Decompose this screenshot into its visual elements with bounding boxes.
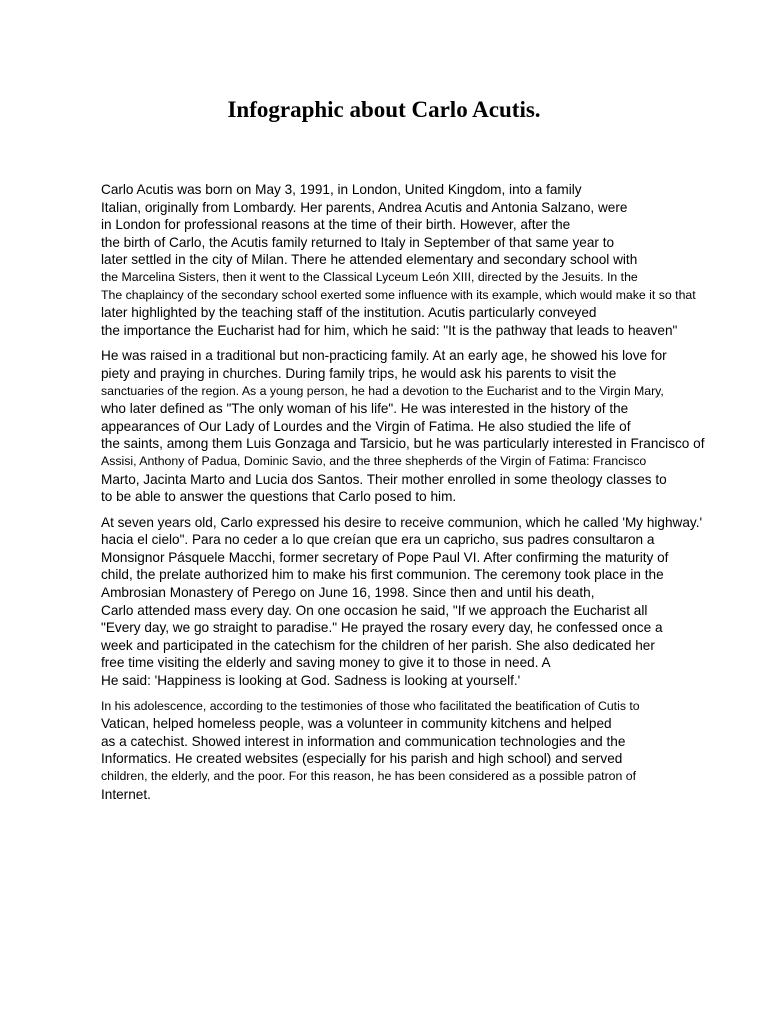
paragraph bbox=[101, 698, 751, 804]
text-line: Italian, originally from Lombardy. Her parents, Andrea Acutis and Antonia Salzano, were bbox=[101, 199, 628, 215]
text-line: hacia el cielo". Para no ceder a lo que creían que era un capricho, sus padres consultaron a bbox=[101, 532, 655, 548]
paragraph bbox=[101, 347, 751, 505]
text-line: as a catechist. Showed interest in information and communication technologies and the bbox=[101, 733, 626, 749]
text-line: the importance the Eucharist had for him, which he said: "It is the pathway that leads to heaven" bbox=[101, 322, 678, 338]
text-line: who later defined as "The only woman of his life". He was interested in the history of the bbox=[101, 401, 629, 417]
text-line: children, the elderly, and the poor. For this reason, he has been considered as a possible patron of bbox=[101, 769, 637, 783]
text-line: later settled in the city of Milan. There he attended elementary and secondary school with bbox=[101, 252, 638, 268]
text-line: week and participated in the catechism for the children of her parish. She also dedicated her bbox=[101, 637, 655, 653]
text-line: Marto, Jacinta Marto and Lucia dos Santos. Their mother enrolled in some theology classes to bbox=[101, 471, 667, 487]
text-line: In his adolescence, according to the testimonies of those who facilitated the beatification of Cutis to bbox=[101, 698, 640, 713]
text-line: the Marcelina Sisters, then it went to the Classical Lyceum León XIII, directed by the Jesuits. In the bbox=[101, 269, 638, 284]
document-body bbox=[101, 181, 751, 811]
text-line: child, the prelate authorized him to make his first communion. The ceremony took place in the bbox=[101, 567, 664, 583]
text-line: Assisi, Anthony of Padua, Dominic Savio, and the three shepherds of the Virgin of Fatima: Francisco bbox=[101, 453, 647, 468]
text-line: Ambrosian Monastery of Perego on June 16, 1998. Since then and until his death, bbox=[101, 585, 595, 601]
text-line: At seven years old, Carlo expressed his desire to receive communion, which he called 'My highway.' bbox=[101, 514, 703, 530]
text-line: Internet. bbox=[101, 786, 151, 802]
text-line: the birth of Carlo, the Acutis family returned to Italy in September of that same year to bbox=[101, 234, 615, 250]
text-line: Vatican, helped homeless people, was a volunteer in community kitchens and helped bbox=[101, 716, 612, 732]
text-line: The chaplaincy of the secondary school exerted some influence with its example, which would make it so that bbox=[101, 287, 696, 302]
text-line: Carlo attended mass every day. On one occasion he said, "If we approach the Eucharist all bbox=[101, 602, 648, 618]
text-line: Monsignor Pásquele Macchi, former secretary of Pope Paul VI. After confirming the maturity of bbox=[101, 549, 669, 565]
text-line: free time visiting the elderly and saving money to give it to those in need. A bbox=[101, 655, 551, 671]
document-title: Infographic about Carlo Acutis. bbox=[227, 97, 541, 122]
paragraph bbox=[101, 181, 751, 339]
text-line: He said: 'Happiness is looking at God. Sadness is looking at yourself.' bbox=[101, 673, 521, 689]
text-line: Informatics. He created websites (especially for his parish and high school) and served bbox=[101, 751, 623, 767]
text-line: later highlighted by the teaching staff of the institution. Acutis particularly conveyed bbox=[101, 305, 597, 321]
text-line: to be able to answer the questions that Carlo posed to him. bbox=[101, 489, 457, 505]
text-line: the saints, among them Luis Gonzaga and Tarsicio, but he was particularly interested in Francisco of bbox=[101, 436, 705, 452]
text-line: Carlo Acutis was born on May 3, 1991, in London, United Kingdom, into a family bbox=[101, 182, 582, 197]
text-line: sanctuaries of the region. As a young person, he had a devotion to the Eucharist and to the Virgin Mary, bbox=[101, 383, 664, 398]
text-line: "Every day, we go straight to paradise." He prayed the rosary every day, he confessed once a bbox=[101, 620, 663, 636]
text-line: in London for professional reasons at the time of their birth. However, after the bbox=[101, 217, 571, 233]
text-line: He was raised in a traditional but non-practicing family. At an early age, he showed his love for bbox=[101, 348, 667, 364]
text-line: piety and praying in churches. During family trips, he would ask his parents to visit the bbox=[101, 365, 617, 381]
text-line: appearances of Our Lady of Lourdes and the Virgin of Fatima. He also studied the life of bbox=[101, 418, 631, 434]
paragraph bbox=[101, 514, 751, 690]
